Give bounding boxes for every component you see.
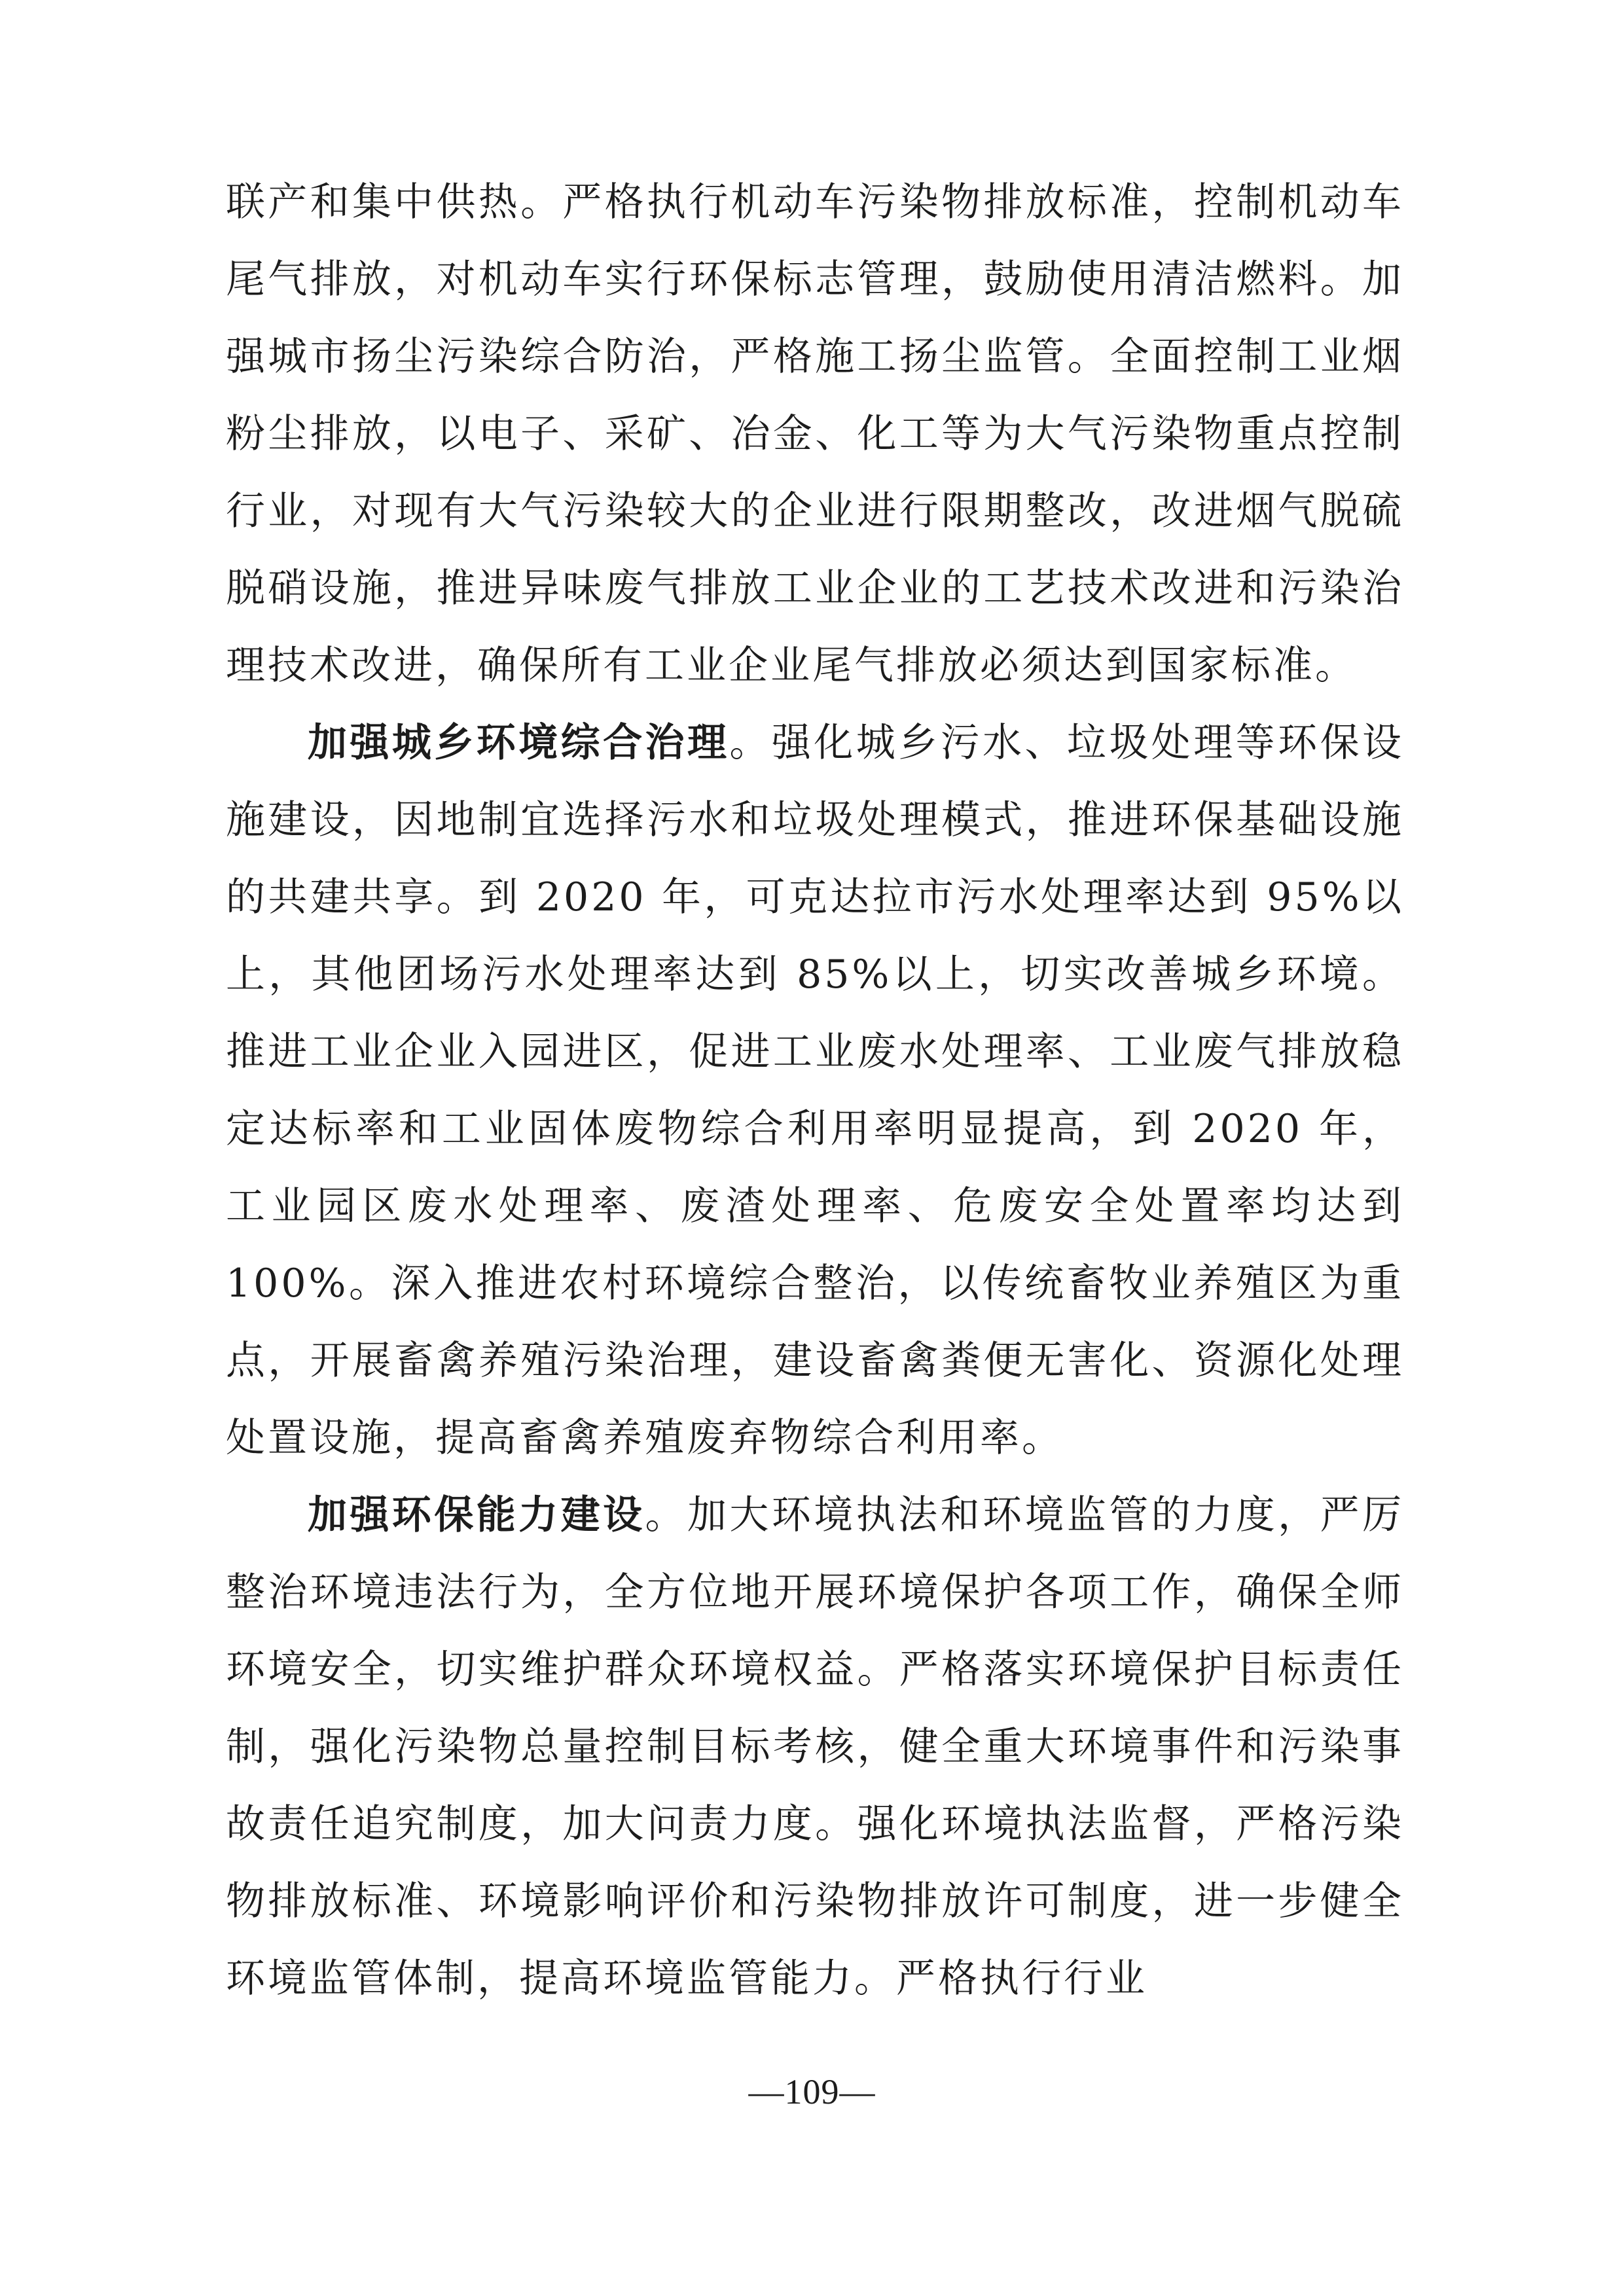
paragraph-environmental-capacity (226, 1477, 1404, 2017)
paragraph-air-pollution-continued (226, 164, 1404, 704)
paragraph-text: 。加大环境执法和环境监管的力度，严厉整治环境违法行为，全方位地开展环境保护各项工作，确保全师环境安全，切实维护群众环境权益。严格落实环境保护目标责任制，强化污染物总量控制目标考核，健全重大环境事件和污染事故责任追究制度，加大问责力度。强化环境执法监督，严格污染物排放标准、环境影响评价和污染物排放许可制度，进一步健全环境监管体制，提高环境监管能力。严格执行行业 (226, 1492, 1405, 2001)
paragraph-heading: 加强城乡环境综合治理 (308, 720, 730, 766)
paragraph-text: 。强化城乡污水、垃圾处理等环保设施建设，因地制宜选择污水和垃圾处理模式，推进环保基础设施的共建共享。到 2020 年，可克达拉市污水处理率达到 95%以上，其他团场污水处理率达到 85%以上，切实改善城乡环境。推进工业企业入园进区，促进工业废水处理率、工业废气排放稳定达标率和工业固体废物综合利用率明显提高，到 2020 年，工业园区废水处理率、废渣处理率、危废安全处置率均达到 100%。深入推进农村环境综合整治，以传统畜牧业养殖区为重点，开展畜禽养殖污染治理，建设畜禽粪便无害化、资源化处理处置设施，提高畜禽养殖废弃物综合利用率。 (226, 720, 1405, 1461)
paragraph-heading: 加强环保能力建设 (308, 1492, 645, 1538)
page-number: —109— (748, 2072, 876, 2111)
body-text (226, 164, 1404, 2017)
paragraph-text: 联产和集中供热。严格执行机动车污染物排放标准，控制机动车尾气排放，对机动车实行环保标志管理，鼓励使用清洁燃料。加强城市扬尘污染综合防治，严格施工扬尘监管。全面控制工业烟粉尘排放，以电子、采矿、冶金、化工等为大气污染物重点控制行业，对现有大气污染较大的企业进行限期整改，改进烟气脱硫脱硝设施，推进异味废气排放工业企业的工艺技术改进和污染治理技术改进，确保所有工业企业尾气排放必须达到国家标准。 (226, 179, 1404, 689)
paragraph-urban-rural-governance (226, 704, 1404, 1477)
